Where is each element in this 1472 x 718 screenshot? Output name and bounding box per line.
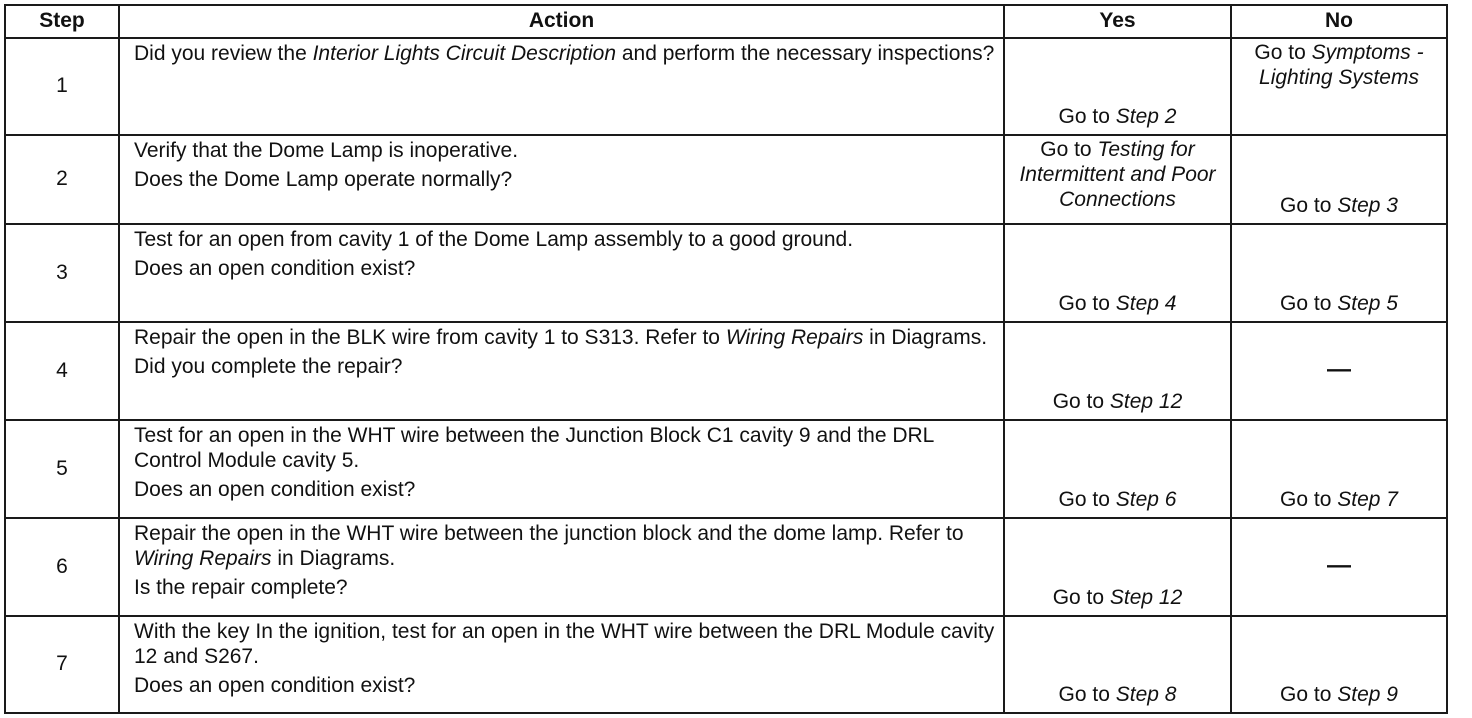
action-text: Repair the open in the WHT wire between the junction block and the dome lamp. Refer to Wiring Repairs in Diagrams. <box>134 522 964 570</box>
step-number: 1 <box>5 38 119 135</box>
yes-link[interactable]: Step 4 <box>1115 292 1177 316</box>
action-text: Did you review the Interior Lights Circuit Description and perform the necessary inspections? <box>134 42 995 65</box>
action-text: Verify that the Dome Lamp is inoperative. <box>134 139 519 162</box>
yes-cell: Go to Step 6 <box>1004 420 1231 518</box>
no-cell: Go to Step 3 <box>1231 135 1447 224</box>
table-row <box>5 420 1447 518</box>
table-row <box>5 38 1447 135</box>
yes-link[interactable]: Step 2 <box>1115 105 1177 129</box>
no-link[interactable]: Symptoms - Lighting Systems <box>1259 41 1424 89</box>
table-row <box>5 616 1447 713</box>
step-number: 5 <box>5 420 119 518</box>
action-question: Does the Dome Lamp operate normally? <box>134 167 513 191</box>
yes-link[interactable]: Step 6 <box>1115 488 1177 512</box>
header-step: Step <box>5 5 119 38</box>
action-text: Test for an open in the WHT wire between the Junction Block C1 cavity 9 and the DRL Control Module cavity 5. <box>134 424 934 472</box>
step-number: 2 <box>5 135 119 224</box>
action-question: Did you complete the repair? <box>134 354 403 378</box>
no-cell: Go to Step 5 <box>1231 224 1447 322</box>
yes-link[interactable]: Step 12 <box>1109 390 1183 414</box>
no-link[interactable]: Step 5 <box>1337 292 1398 316</box>
action-cell <box>119 420 1004 518</box>
header-yes: Yes <box>1004 5 1231 38</box>
action-question: Does an open condition exist? <box>134 256 416 280</box>
no-cell-dash: — <box>1231 322 1447 420</box>
no-cell: Go to Step 7 <box>1231 420 1447 518</box>
no-cell: Go to Step 9 <box>1231 616 1447 713</box>
table-row <box>5 518 1447 616</box>
action-question: Does an open condition exist? <box>134 477 416 501</box>
action-cell <box>119 322 1004 420</box>
header-row <box>5 5 1447 38</box>
header-action: Action <box>119 5 1004 38</box>
no-cell: Go to Symptoms - Lighting Systems <box>1231 38 1447 135</box>
wiring-repairs-link[interactable]: Wiring Repairs <box>134 546 272 570</box>
action-text: Test for an open from cavity 1 of the Dome Lamp assembly to a good ground. <box>134 228 854 251</box>
table-row <box>5 224 1447 322</box>
action-text: Repair the open in the BLK wire from cavity 1 to S313. Refer to Wiring Repairs in Diagrams. <box>134 326 988 349</box>
no-link[interactable]: Step 3 <box>1337 194 1398 218</box>
yes-cell: Go to Step 8 <box>1004 616 1231 713</box>
table-row <box>5 322 1447 420</box>
header-no: No <box>1231 5 1447 38</box>
step-number: 4 <box>5 322 119 420</box>
yes-cell: Go to Testing for Intermittent and Poor Connections <box>1004 135 1231 224</box>
action-text: With the key In the ignition, test for an open in the WHT wire between the DRL Module cavity 12 and S267. <box>134 620 995 668</box>
step-number: 3 <box>5 224 119 322</box>
yes-cell: Go to Step 12 <box>1004 518 1231 616</box>
yes-cell: Go to Step 12 <box>1004 322 1231 420</box>
action-question: Does an open condition exist? <box>134 673 416 697</box>
no-cell-dash: — <box>1231 518 1447 616</box>
table-row <box>5 135 1447 224</box>
wiring-repairs-link[interactable]: Wiring Repairs <box>725 326 864 349</box>
step-number: 6 <box>5 518 119 616</box>
yes-cell: Go to Step 2 <box>1004 38 1231 135</box>
step-number: 7 <box>5 616 119 713</box>
no-link[interactable]: Step 9 <box>1337 683 1398 707</box>
action-cell <box>119 518 1004 616</box>
interior-lights-description-link[interactable]: Interior Lights Circuit Description <box>312 42 617 65</box>
action-cell <box>119 224 1004 322</box>
yes-cell: Go to Step 4 <box>1004 224 1231 322</box>
action-cell <box>119 38 1004 135</box>
action-cell <box>119 135 1004 224</box>
action-question: Is the repair complete? <box>134 575 348 599</box>
yes-link[interactable]: Step 8 <box>1115 683 1177 707</box>
yes-link[interactable]: Testing for Intermittent and Poor Connections <box>1019 138 1216 211</box>
yes-link[interactable]: Step 12 <box>1109 586 1183 610</box>
no-link[interactable]: Step 7 <box>1337 488 1398 512</box>
diagnostic-table <box>4 4 1448 714</box>
action-cell <box>119 616 1004 713</box>
